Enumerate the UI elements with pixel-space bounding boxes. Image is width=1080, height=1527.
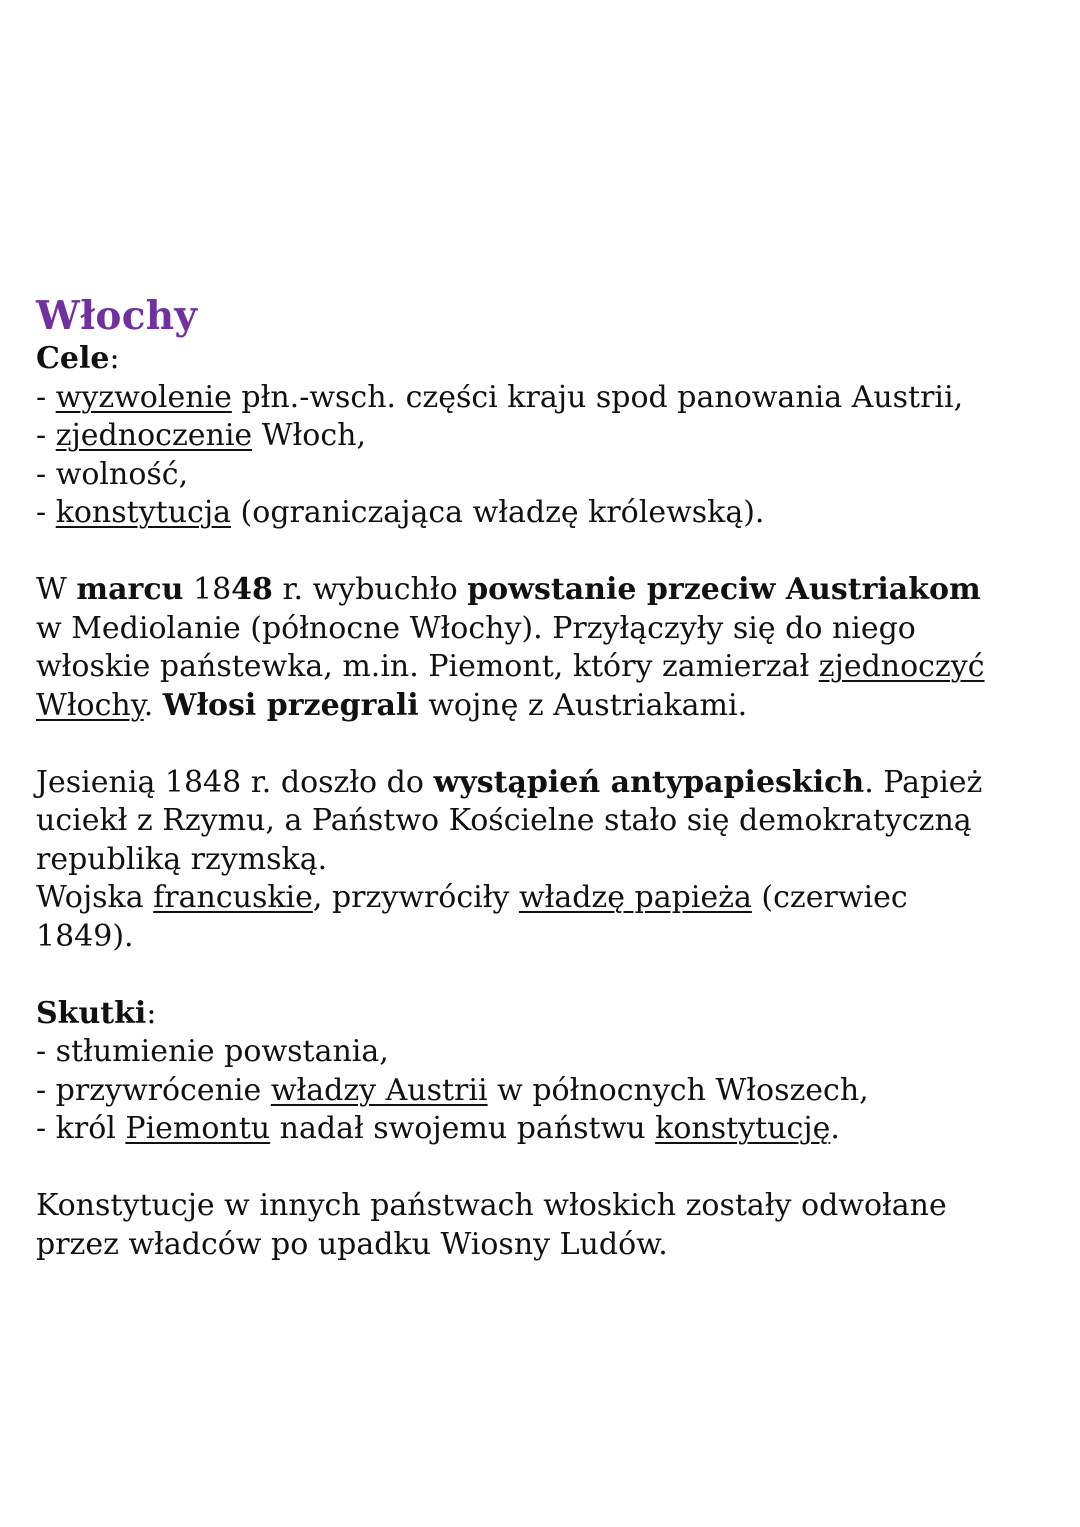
goals-heading: Cele: — [36, 341, 120, 376]
document-page — [36, 292, 1046, 1264]
goals-heading-label: Cele — [36, 341, 110, 376]
underlined-term: zjednoczenie — [55, 418, 253, 453]
paragraph-march-uprising: W marcu 1848 r. wybuchło powstanie przeciw Austriakom w Mediolanie (północne Włochy). Przyłączyły się do niego włoskie państewka, m.in. Piemont, który zamierzał zjednoczyć Włochy. Włosi przegrali wojnę z Austriakami. — [36, 572, 985, 723]
paragraph-gap — [36, 1149, 1046, 1188]
page-title: Włochy — [36, 293, 198, 339]
effect-item-1: - stłumienie powstania, — [36, 1034, 389, 1069]
paragraph-autumn-events: Jesienią 1848 r. doszło do wystąpień antypapieskich. Papież uciekł z Rzymu, a Państwo Kościelne stało się demokratyczną republiką rzymską. Wojska francuskie, przywróciły władzę papieża (czerwiec 1849). — [36, 764, 983, 954]
goal-item-3: - wolność, — [36, 456, 189, 492]
paragraph-gap — [36, 956, 1046, 995]
paragraph-gap — [36, 533, 1046, 572]
goal-item-1: - wyzwolenie płn.-wsch. części kraju spod panowania Austrii, — [36, 379, 964, 415]
effects-heading: Skutki: — [36, 995, 157, 1031]
goal-item-4: - konstytucja (ograniczająca władzę królewską). — [36, 495, 765, 530]
goal-item-2: - zjednoczenie Włoch, — [36, 418, 366, 453]
effect-item-2: - przywrócenie władzy Austrii w północnych Włoszech, — [36, 1072, 869, 1108]
paragraph-constitutions: Konstytucje w innych państwach włoskich zostały odwołane przez władców po upadku Wiosny Ludów. — [36, 1188, 947, 1262]
effects-heading-label: Skutki — [36, 995, 147, 1031]
underlined-term: konstytucja — [55, 495, 232, 530]
underlined-term: wyzwolenie — [55, 379, 232, 415]
effect-item-3: - król Piemontu nadał swojemu państwu konstytucję. — [36, 1111, 840, 1146]
paragraph-gap — [36, 725, 1046, 764]
